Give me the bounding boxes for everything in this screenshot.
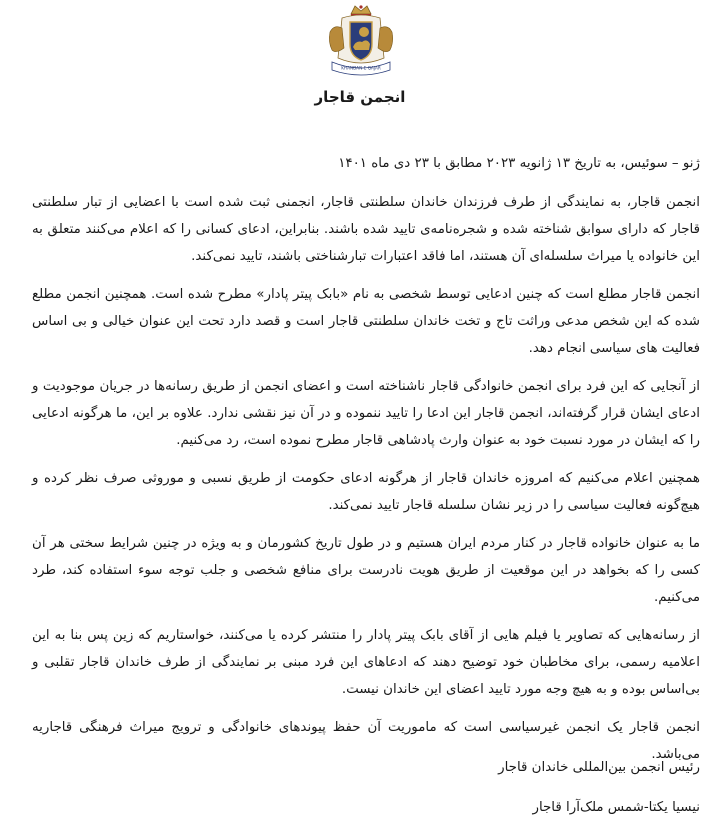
paragraph: انجمن قاجار، به نمایندگی از طرف فرزندان خاندان سلطنتی قاجار، انجمنی ثبت شده است با اعضایی از تبار سلطنتی قاجار که دارای سوابق شناخته شده و شجره‌نامه‌ی تایید شده باشند. بنابراین، ادعای کسانی را که اعلام می‌کنند متعلق به این خانواده یا میراث سلسله‌ای آن هستند، اما فاقد اعتبارات تبارشناختی باشند، تایید نمی‌کند. [32, 195, 700, 264]
letter-body [32, 150, 700, 779]
dateline: ژنو – سوئیس، به تاریخ ۱۳ ژانویه ۲۰۲۳ مطابق با ۲۳ دی ماه ۱۴۰۱ [338, 156, 700, 171]
signature-block [300, 755, 700, 821]
svg-text:KHANDAN-E QAJAR: KHANDAN-E QAJAR [341, 65, 381, 71]
qajar-crest-logo [320, 2, 402, 78]
paragraph: انجمن قاجار یک انجمن غیرسیاسی است که ماموریت آن حفظ پیوندهای خانوادگی و ترویج میراث فرهنگی قاجاریه می‌باشد. [32, 720, 700, 762]
paragraph: از آنجایی که این فرد برای انجمن خانوادگی قاجار ناشناخته است و اعضای انجمن از طریق رسانه‌ها در جریان موجودیت و ادعای ایشان قرار گرفته‌اند، انجمن قاجار این ادعا را تایید ننموده و در آن نیز نقشی ندارد. علاوه بر این، ما هرگونه ادعایی را که ایشان در مورد نسبت خود به عنوان وارث پادشاهی قاجار مطرح نموده است، رد می‌کنیم. [32, 379, 700, 448]
paragraph: همچنین اعلام می‌کنیم که امروزه خاندان قاجار از هرگونه ادعای حکومت از طریق نسبی و موروثی صرف نظر کرده و هیچ‌گونه فعالیت سیاسی را در زیر نشان سلسله قاجار تایید نمی‌کند. [32, 471, 700, 513]
signatory-name: نیسیا یکتا-شمس ملک‌آرا قاجار [532, 800, 700, 815]
page-title: انجمن قاجار [314, 88, 406, 106]
paragraph: از رسانه‌هایی که تصاویر یا فیلم هایی از آقای بابک پیتر پادار را منتشر کرده یا می‌کنند، خواستاریم که زین پس بنا به این اعلامیه رسمی، برای مخاطبان خود توضیح دهند که ادعاهای این فرد مبنی بر نمایندگی از طرف خاندان قاجار تقلبی و بی‌اساس بوده و به هیچ وجه مورد تایید اعضای این خاندان نیست. [32, 628, 700, 697]
paragraph: ما به عنوان خانواده قاجار در کنار مردم ایران هستیم و در طول تاریخ کشورمان و به ویژه در چنین شرایط سختی هر آن کسی را که بخواهد در این موقعیت از طریق هویت نادرست برای منافع شخصی و جلب توجه سوء استفاده کند، طرد می‌کنیم. [32, 536, 700, 605]
paragraph: انجمن قاجار مطلع است که چنین ادعایی توسط شخصی به نام «بابک پیتر پادار» مطرح شده است. همچنین انجمن مطلع شده که این شخص مدعی وراثت تاج و تخت خاندان سلطنتی قاجار است و قصد دارد تحت این عنوان خیالی و بی اساس فعالیت های سیاسی انجام دهد. [32, 287, 700, 356]
signatory-role: رئیس انجمن بین‌المللی خاندان قاجار [498, 760, 700, 775]
